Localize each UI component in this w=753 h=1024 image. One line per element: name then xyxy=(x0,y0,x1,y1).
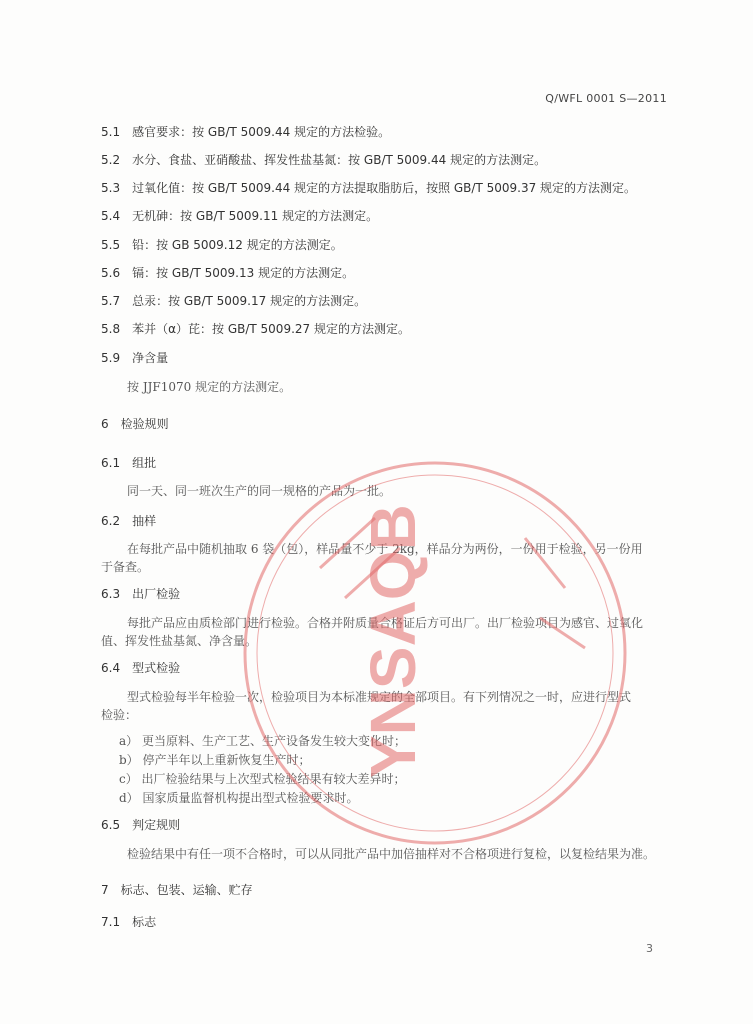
clause-text: 无机砷：按 GB/T 5009.11 规定的方法测定。 xyxy=(132,209,379,223)
clause-number: 7.1 xyxy=(101,915,121,929)
chapter-title: 标志、包装、运输、贮存 xyxy=(120,883,253,897)
clause-5-5 xyxy=(101,237,343,253)
clause-7-1 xyxy=(101,914,156,930)
clause-text: 镉：按 GB/T 5009.13 规定的方法测定。 xyxy=(132,266,355,280)
clause-number: 6.5 xyxy=(101,818,121,832)
clause-title: 出厂检验 xyxy=(132,587,181,601)
clause-title: 判定规则 xyxy=(132,818,181,832)
clause-6-5 xyxy=(101,817,180,833)
clause-5-8 xyxy=(101,321,410,337)
clause-number: 5.8 xyxy=(101,322,121,336)
clause-number: 6.1 xyxy=(101,456,121,470)
clause-number: 6.4 xyxy=(101,661,121,675)
clause-number: 5.3 xyxy=(101,181,121,195)
clause-title: 标志 xyxy=(132,915,157,929)
clause-5-2 xyxy=(101,152,546,168)
chapter-title: 检验规则 xyxy=(120,417,169,431)
clause-6-4-body-line2: 检验： xyxy=(101,708,138,722)
clause-text: 总汞：按 GB/T 5009.17 规定的方法测定。 xyxy=(132,294,367,308)
clause-text: 感官要求：按 GB/T 5009.44 规定的方法检验。 xyxy=(132,125,391,139)
chapter-number: 7 xyxy=(101,883,109,897)
document-code-header: Q/WFL 0001 S—2011 xyxy=(545,92,667,105)
clause-title: 组批 xyxy=(132,456,157,470)
clause-6-4-body-line1: 型式检验每半年检验一次，检验项目为本标准规定的全部项目。有下列情况之一时，应进行型式 xyxy=(127,690,632,704)
clause-5-4 xyxy=(101,208,378,224)
clause-6-2-body-line2: 于备查。 xyxy=(101,560,150,574)
chapter-6 xyxy=(101,416,169,432)
clause-title: 净含量 xyxy=(132,351,169,365)
seal-center-text: YNSAQB xyxy=(357,504,429,778)
chapter-7 xyxy=(101,882,253,898)
clause-5-1 xyxy=(101,124,390,140)
clause-text: 苯并（α）芘：按 GB/T 5009.27 规定的方法测定。 xyxy=(132,322,410,336)
clause-text: 铅：按 GB 5009.12 规定的方法测定。 xyxy=(132,238,343,252)
clause-text: 水分、食盐、亚硝酸盐、挥发性盐基氮：按 GB/T 5009.44 规定的方法测定。 xyxy=(132,153,547,167)
clause-6-3-body-line1: 每批产品应由质检部门进行检验。合格并附质量合格证后方可出厂。出厂检验项目为感官、过氧化 xyxy=(127,616,644,630)
clause-5-9 xyxy=(101,350,168,366)
clause-6-4-item-c: c） 出厂检验结果与上次型式检验结果有较大差异时； xyxy=(119,772,406,786)
clause-number: 5.7 xyxy=(101,294,121,308)
clause-number: 5.1 xyxy=(101,125,121,139)
clause-6-4-item-d: d） 国家质量监督机构提出型式检验要求时。 xyxy=(119,791,359,805)
clause-5-7 xyxy=(101,293,366,309)
clause-6-4 xyxy=(101,660,180,676)
clause-number: 5.6 xyxy=(101,266,121,280)
clause-6-1-body: 同一天、同一班次生产的同一规格的产品为一批。 xyxy=(127,484,392,498)
clause-6-3-body-line2: 值、挥发性盐基氮、净含量。 xyxy=(101,634,258,648)
clause-6-4-item-b: b） 停产半年以上重新恢复生产时； xyxy=(119,753,311,767)
clause-6-5-body: 检验结果中有任一项不合格时，可以从同批产品中加倍抽样对不合格项进行复检，以复检结果为准。 xyxy=(127,847,656,861)
clause-6-3 xyxy=(101,586,180,602)
official-seal-stamp xyxy=(225,448,665,848)
clause-6-2 xyxy=(101,513,156,529)
clause-number: 5.5 xyxy=(101,238,121,252)
clause-6-2-body-line1: 在每批产品中随机抽取 6 袋（包），样品量不少于 2kg，样品分为两份，一份用于检验，另一份用 xyxy=(127,542,643,556)
clause-number: 5.2 xyxy=(101,153,121,167)
clause-title: 抽样 xyxy=(132,514,157,528)
clause-number: 5.4 xyxy=(101,209,121,223)
page-number: 3 xyxy=(646,942,653,955)
clause-5-6 xyxy=(101,265,354,281)
clause-6-4-item-a: a） 更当原料、生产工艺、生产设备发生较大变化时； xyxy=(119,734,406,748)
clause-6-1 xyxy=(101,455,156,471)
clause-title: 型式检验 xyxy=(132,661,181,675)
clause-5-3 xyxy=(101,180,636,196)
clause-number: 5.9 xyxy=(101,351,121,365)
chapter-number: 6 xyxy=(101,417,109,431)
clause-number: 6.3 xyxy=(101,587,121,601)
clause-5-9-body: 按 JJF1070 规定的方法测定。 xyxy=(127,380,292,394)
clause-number: 6.2 xyxy=(101,514,121,528)
clause-text: 过氧化值：按 GB/T 5009.44 规定的方法提取脂肪后，按照 GB/T 5009.37 规定的方法测定。 xyxy=(132,181,637,195)
